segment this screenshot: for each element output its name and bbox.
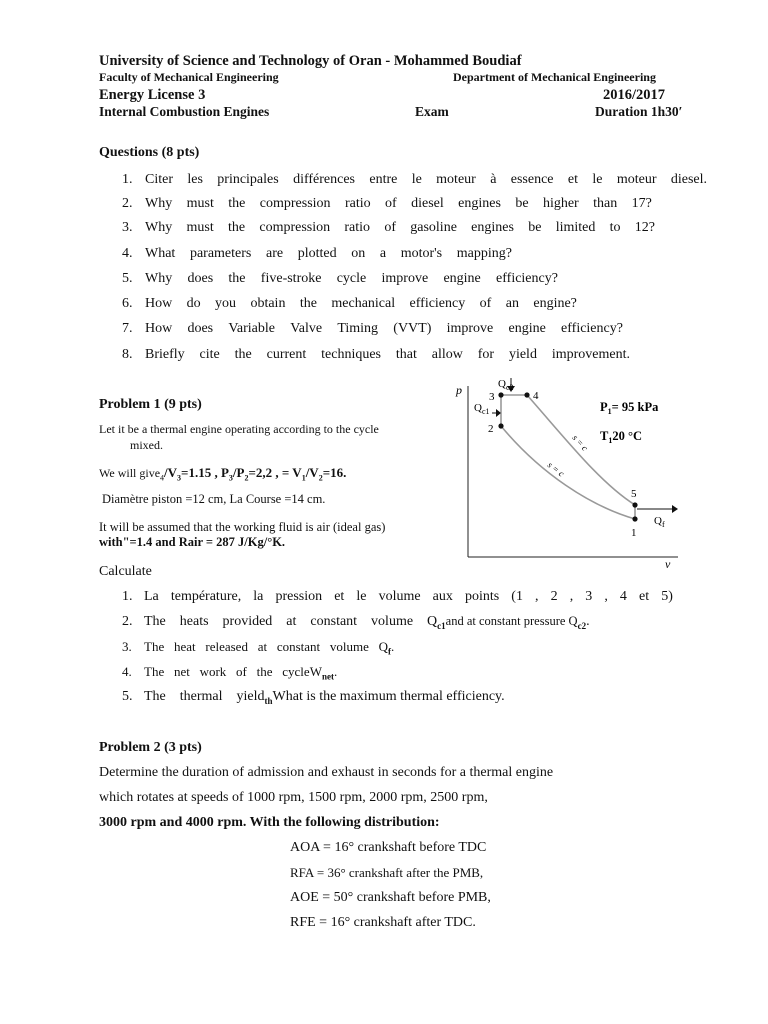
level-label: Energy License 3 — [99, 87, 206, 103]
problem1-title: Problem 1 (9 pts) — [99, 397, 202, 412]
task-1-word: , — [604, 589, 608, 604]
given-sub4: 4 — [160, 473, 165, 483]
task-1-word: température, — [170, 589, 242, 604]
v-axis-label: v — [665, 557, 671, 570]
isentrope-upper-label: s = c — [570, 432, 591, 453]
question-text — [145, 196, 652, 212]
rfe-value: RFE = 16° crankshaft after TDC. — [290, 915, 476, 930]
question-word: improve — [446, 321, 494, 336]
question-word: the — [228, 271, 246, 286]
question-word: Why — [145, 196, 173, 211]
task-1-word: aux — [432, 589, 453, 604]
question-word: higher — [542, 196, 579, 211]
question-text — [145, 220, 655, 236]
question-word: les — [187, 172, 203, 187]
problem1-intro-line1: Let it be a thermal engine operating according to the cycle — [99, 422, 379, 436]
question-text — [145, 296, 577, 312]
question-number: 4. — [122, 246, 133, 261]
question-word: à — [490, 172, 497, 187]
question-word: the — [234, 347, 252, 362]
university-title: University of Science and Technology of Oran - Mohammed Boudiaf — [99, 53, 522, 69]
given-val2: =2,2 , — [248, 465, 279, 480]
question-text — [145, 172, 707, 188]
exam-duration: Duration 1h30′ — [595, 104, 683, 119]
question-text — [145, 347, 630, 363]
question-word: a — [379, 246, 387, 261]
question-word: et — [567, 172, 578, 187]
task-2-part-c: . — [586, 614, 590, 629]
question-word: of — [479, 296, 492, 311]
exam-label: Exam — [415, 104, 449, 119]
point-5-label: 5 — [631, 488, 637, 500]
task-1-word: , — [535, 589, 539, 604]
task-4-part-b: . — [333, 664, 338, 679]
question-word: ratio — [344, 220, 371, 235]
question-word: moteur — [436, 172, 476, 187]
question-word: Why — [145, 271, 173, 286]
given-v3: /V — [164, 465, 178, 480]
point-1-label: 1 — [631, 527, 637, 539]
question-word: engine — [443, 271, 481, 286]
fluid-line1: It will be assumed that the working fluid is air (ideal gas) — [99, 520, 386, 534]
aoe-value: AOE = 50° crankshaft before PMB, — [290, 890, 491, 905]
academic-year: 2016/2017 — [603, 87, 666, 103]
questions-title: Questions (8 pts) — [99, 145, 200, 160]
piston-dimensions: Diamètre piston =12 cm, La Course =14 cm. — [102, 492, 326, 506]
question-word: parameters — [189, 246, 252, 261]
question-word: improvement. — [551, 347, 630, 362]
task-1-word: le — [356, 589, 367, 604]
question-word: efficiency? — [561, 321, 623, 336]
task-3-part-a: The heat released at constant volume Q — [144, 639, 389, 654]
question-word: 12? — [634, 220, 655, 235]
given-v-sub2: 2 — [318, 473, 323, 483]
question-word: compression — [259, 196, 331, 211]
problem2-line2: which rotates at speeds of 1000 rpm, 1500 rpm, 2000 rpm, 2500 rpm, — [99, 790, 488, 805]
question-word: an — [505, 296, 519, 311]
task-5-part-a: The thermal yield — [144, 689, 265, 704]
task-3-part-b: . — [391, 639, 395, 654]
task-1-word: 5) — [661, 589, 673, 604]
question-word: improve — [381, 271, 429, 286]
question-word: five-stroke — [260, 271, 322, 286]
task-1-word: 3 — [585, 589, 593, 604]
question-number: 6. — [122, 296, 133, 311]
task-2-part-b: and at constant pressure Q — [445, 614, 578, 628]
question-word: are — [266, 246, 284, 261]
question-number: 5. — [122, 271, 133, 286]
question-word: le — [592, 172, 603, 187]
given-p-sub2: 2 — [244, 473, 249, 483]
task-1-word: (1 — [511, 589, 523, 604]
task-1-word: 2 — [550, 589, 558, 604]
question-word: compression — [259, 220, 331, 235]
question-word: différences — [293, 172, 355, 187]
question-number: 8. — [122, 347, 133, 362]
fluid-line2: with"=1.4 and Rair = 287 J/Kg/°K. — [99, 535, 286, 549]
task-3-text — [144, 639, 394, 657]
course-name: Internal Combustion Engines — [99, 104, 270, 119]
question-text — [145, 246, 512, 262]
calculate-label: Calculate — [99, 564, 152, 579]
problem1-intro-line2: mixed. — [130, 438, 163, 452]
question-word: yield — [508, 347, 537, 362]
task-1-word: pression — [275, 589, 323, 604]
point-4-label: 4 — [533, 390, 539, 402]
question-word: How — [145, 321, 173, 336]
task-2-number: 2. — [122, 614, 133, 629]
question-word: entre — [369, 172, 398, 187]
question-word: diesel — [411, 196, 444, 211]
task-2-text — [144, 614, 590, 631]
department-name: Department of Mechanical Engineering — [453, 70, 656, 84]
question-word: than — [593, 196, 618, 211]
p-axis-label: p — [456, 383, 462, 397]
point-4 — [524, 392, 529, 397]
task-4-sub-a: net — [321, 671, 334, 682]
question-word: Why — [145, 220, 173, 235]
question-word: does — [187, 271, 214, 286]
question-word: (VVT) — [393, 321, 432, 336]
question-word: le — [411, 172, 422, 187]
question-word: efficiency — [409, 296, 466, 311]
question-word: engine? — [533, 296, 577, 311]
task-4-number: 4. — [122, 664, 132, 679]
question-word: must — [186, 196, 214, 211]
faculty-name: Faculty of Mechanical Engineering — [99, 70, 279, 84]
given-v-sub1: 1 — [301, 473, 306, 483]
problem2-line1: Determine the duration of admission and exhaust in seconds for a thermal engine — [99, 765, 554, 780]
question-word: the — [299, 296, 317, 311]
t1-condition: $T_120$ °C — [600, 429, 642, 445]
question-word: allow — [431, 347, 463, 362]
question-word: must — [186, 220, 214, 235]
task-3-number: 3. — [122, 639, 132, 654]
question-word: cycle — [336, 271, 367, 286]
question-word: on — [351, 246, 366, 261]
task-5-number: 5. — [122, 689, 133, 704]
point-3 — [498, 392, 503, 397]
question-number: 2. — [122, 196, 133, 211]
point-1 — [632, 516, 637, 521]
question-word: engines — [471, 220, 514, 235]
task-1-word: volume — [378, 589, 421, 604]
task-1-word: et — [334, 589, 345, 604]
question-word: Citer — [145, 172, 173, 187]
point-2-label: 2 — [488, 423, 494, 435]
task-5-text — [144, 689, 505, 706]
rfa-value: RFA = 36° crankshaft after the PMB, — [290, 865, 484, 880]
question-word: moteur — [616, 172, 657, 187]
given-p: /P — [232, 465, 245, 480]
point-2 — [498, 423, 503, 428]
task-1-word: 4 — [619, 589, 627, 604]
question-word: Variable — [228, 321, 275, 336]
question-word: techniques — [321, 347, 382, 362]
question-word: engine — [508, 321, 546, 336]
question-word: that — [395, 347, 417, 362]
task-4-text — [144, 664, 337, 682]
question-word: diesel. — [670, 172, 707, 187]
question-word: be — [515, 196, 529, 211]
task-1-word: La — [144, 589, 159, 604]
question-number: 1. — [122, 172, 133, 187]
task-1-number: 1. — [122, 589, 133, 604]
problem1-given — [99, 465, 346, 483]
question-word: efficiency? — [496, 271, 558, 286]
question-word: cite — [199, 347, 220, 362]
task-1-text — [144, 589, 673, 605]
question-word: to — [609, 220, 621, 235]
question-word: essence — [510, 172, 554, 187]
question-word: 17? — [631, 196, 652, 211]
question-word: you — [215, 296, 237, 311]
pv-diagram — [450, 378, 690, 570]
question-word: ratio — [344, 196, 371, 211]
given-eq: = V — [281, 465, 302, 480]
isentrope-lower-label: s = c — [545, 459, 567, 479]
question-word: Valve — [290, 321, 323, 336]
question-word: of — [384, 220, 396, 235]
question-word: What — [145, 246, 176, 261]
problem2-title: Problem 2 (3 pts) — [99, 740, 202, 755]
question-word: the — [228, 196, 246, 211]
task-2-part-a: The heats provided at constant volume Q — [144, 614, 438, 629]
question-word: limited — [555, 220, 596, 235]
problem2-line3: 3000 rpm and 4000 rpm. With the following distribution: — [99, 815, 440, 830]
qc1-label: $Q_{c1}$ — [474, 402, 490, 416]
task-1-word: et — [639, 589, 650, 604]
point-5 — [632, 502, 637, 507]
task-3-sub-a: f — [388, 646, 392, 657]
point-3-label: 3 — [489, 391, 495, 403]
question-word: for — [477, 347, 495, 362]
given-val1: =1.15 , P — [181, 465, 229, 480]
p1-condition: $P_1= 95$ kPa — [600, 400, 659, 416]
task-2-sub-a: c1 — [437, 620, 446, 631]
question-word: the — [227, 220, 246, 235]
question-word: motor's — [400, 246, 443, 261]
question-text — [145, 321, 623, 337]
task-5-part-b: What is the maximum thermal efficiency. — [272, 689, 505, 704]
question-word: does — [187, 321, 214, 336]
question-word: plotted — [297, 246, 337, 261]
question-word: gasoline — [410, 220, 457, 235]
task-1-word: la — [253, 589, 264, 604]
question-number: 3. — [122, 220, 133, 235]
task-1-word: , — [569, 589, 574, 604]
given-prefix: We will give — [99, 466, 161, 480]
given-sub3: 3 — [177, 473, 182, 483]
question-word: current — [266, 347, 307, 362]
given-v2: /V — [305, 465, 319, 480]
aoa-value: AOA = 16° crankshaft before TDC — [290, 840, 487, 855]
given-val3: =16. — [322, 465, 347, 480]
question-word: Briefly — [145, 347, 185, 362]
question-word: Timing — [337, 321, 379, 336]
question-word: engines — [458, 196, 501, 211]
given-p-sub3: 3 — [228, 473, 233, 483]
question-word: principales — [217, 172, 279, 187]
question-word: mechanical — [331, 296, 396, 311]
question-word: do — [186, 296, 201, 311]
question-word: mapping? — [456, 246, 512, 261]
task-4-part-a: The net work of the cycleW — [144, 664, 322, 679]
task-1-word: points — [464, 589, 500, 604]
question-word: obtain — [250, 296, 286, 311]
qf-arrowhead — [672, 505, 678, 513]
question-word: of — [385, 196, 397, 211]
question-word: How — [145, 296, 173, 311]
qc2-label: $Q_{c2}$ — [498, 378, 514, 392]
question-text — [145, 271, 558, 287]
task-2-sub-b: c2 — [577, 620, 587, 631]
question-word: be — [528, 220, 542, 235]
qf-label: $Q_f$ — [654, 515, 665, 529]
question-number: 7. — [122, 321, 133, 336]
task-5-sub-a: th — [264, 695, 273, 706]
